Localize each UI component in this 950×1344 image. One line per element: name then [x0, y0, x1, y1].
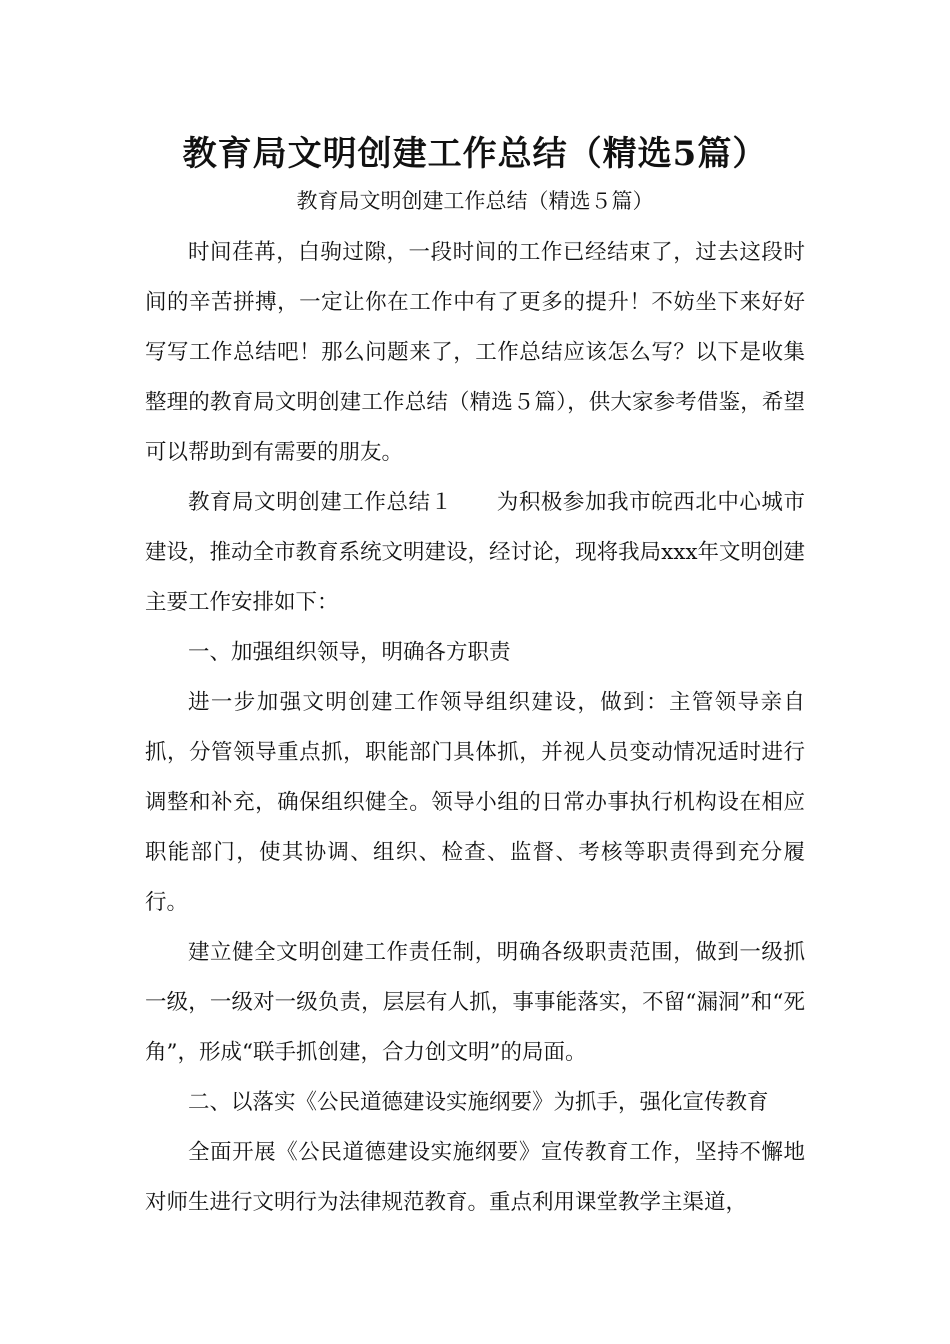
section-heading-1: 一、加强组织领导，明确各方职责: [188, 640, 511, 665]
paragraph-intro: 时间荏苒，白驹过隙，一段时间的工作已经结束了，过去这段时间的辛苦拼搏，一定让你在工作中有了更多的提升！不妨坐下来好好写写工作总结吧！那么问题来了，工作总结应该怎么写？以下是收集整理的教育局文明创建工作总结（精选５篇），供大家参考借鉴，希望可以帮助到有需要的朋友。: [145, 240, 805, 465]
paragraph-summary-1: 教育局文明创建工作总结１ 为积极参加我市皖西北中心城市建设，推动全市教育系统文明建设，经讨论，现将我局xxx年文明创建主要工作安排如下：: [145, 490, 805, 615]
paragraph-responsibility: 建立健全文明创建工作责任制，明确各级职责范围，做到一级抓一级，一级对一级负责，层层有人抓，事事能落实，不留“漏洞”和“死角”，形成“联手抓创建，合力创文明”的局面。: [145, 940, 805, 1065]
paragraph-leadership: 进一步加强文明创建工作领导组织建设，做到：主管领导亲自抓，分管领导重点抓，职能部门具体抓，并视人员变动情况适时进行调整和补充，确保组织健全。领导小组的日常办事执行机构设在相应职能部门，使其协调、组织、检查、监督、考核等职责得到充分履行。: [145, 690, 805, 915]
section-heading-2: 二、以落实《公民道德建设实施纲要》为抓手，强化宣传教育: [188, 1090, 769, 1115]
document-body: [145, 228, 805, 1228]
document-subtitle: 教育局文明创建工作总结（精选５篇）: [296, 189, 654, 213]
document-title: 教育局文明创建工作总结（精选5篇）: [182, 134, 768, 174]
paragraph-education: 全面开展《公民道德建设实施纲要》宣传教育工作，坚持不懈地对师生进行文明行为法律规范教育。重点利用课堂教学主渠道，: [145, 1140, 805, 1215]
